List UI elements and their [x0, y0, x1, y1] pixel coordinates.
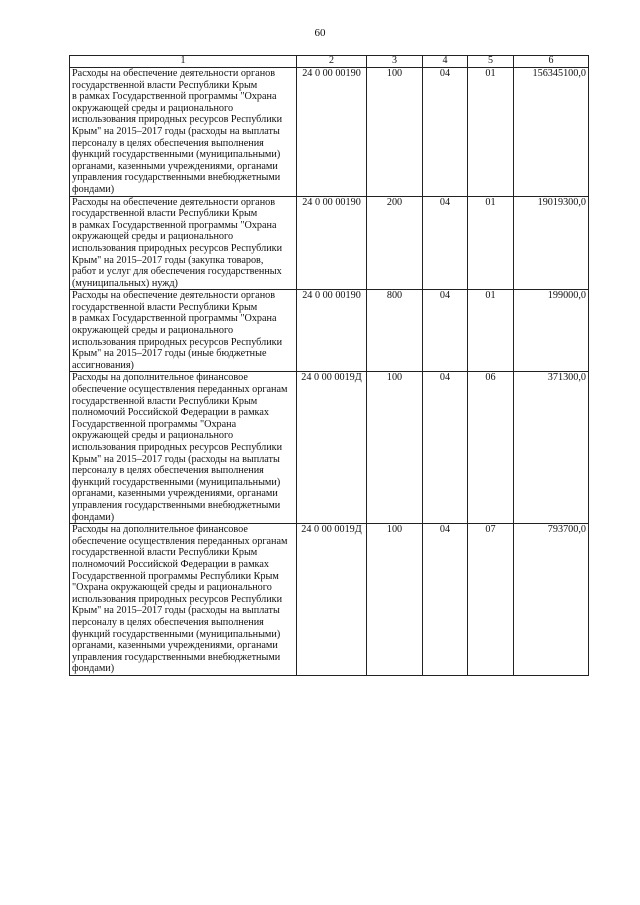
header-cell: 6 [514, 56, 589, 68]
expense-description: Расходы на дополнительное финансовое обеспечение осуществления переданных органам государственной власти Республики Крым полномочий Российской Федерации в рамках Государственной программы Республики Крым "Охрана окружающей среды и рационального использования природных ресурсов Республики Крым" на 2015–2017 годы (расходы на выплаты персоналу в целях обеспечения выполнения функций государственными (муниципальными) органами, казенными учреждениями, органами управления государственными внебюджетными фондами) [70, 524, 297, 676]
section-code: 04 [423, 524, 468, 676]
table-row [70, 68, 589, 197]
amount: 156345100,0 [514, 68, 589, 197]
subsection-code: 01 [468, 290, 514, 372]
expense-type-code: 100 [367, 524, 423, 676]
expense-type-code: 100 [367, 372, 423, 524]
budget-table [69, 55, 589, 676]
section-code: 04 [423, 290, 468, 372]
table-row [70, 372, 589, 524]
subsection-code: 06 [468, 372, 514, 524]
header-cell: 3 [367, 56, 423, 68]
header-row [70, 56, 589, 68]
amount: 793700,0 [514, 524, 589, 676]
expense-description: Расходы на дополнительное финансовое обеспечение осуществления переданных органам государственной власти Республики Крым полномочий Российской Федерации в рамках Государственной программы "Охрана окружающей среды и рационального использования природных ресурсов Республики Крым" на 2015–2017 годы (расходы на выплаты персоналу в целях обеспечения выполнения функций государственными (муниципальными) органами, казенными учреждениями, органами управления государственными внебюджетными фондами) [70, 372, 297, 524]
expense-type-code: 200 [367, 196, 423, 290]
table-row [70, 196, 589, 290]
amount: 199000,0 [514, 290, 589, 372]
header-cell: 1 [70, 56, 297, 68]
subsection-code: 01 [468, 196, 514, 290]
target-article-code: 24 0 00 00190 [297, 290, 367, 372]
target-article-code: 24 0 00 0019Д [297, 524, 367, 676]
header-cell: 2 [297, 56, 367, 68]
target-article-code: 24 0 00 0019Д [297, 372, 367, 524]
header-cell: 4 [423, 56, 468, 68]
header-cell: 5 [468, 56, 514, 68]
subsection-code: 01 [468, 68, 514, 197]
section-code: 04 [423, 372, 468, 524]
table-row [70, 290, 589, 372]
subsection-code: 07 [468, 524, 514, 676]
expense-description: Расходы на обеспечение деятельности органов государственной власти Республики Крым в рамках Государственной программы "Охрана окружающей среды и рационального использования природных ресурсов Республики Крым" на 2015–2017 годы (расходы на выплаты персоналу в целях обеспечения выполнения функций государственными (муниципальными) органами, казенными учреждениями, органами управления государственными внебюджетными фондами) [70, 68, 297, 197]
expense-type-code: 800 [367, 290, 423, 372]
amount: 19019300,0 [514, 196, 589, 290]
expense-type-code: 100 [367, 68, 423, 197]
page-number: 60 [314, 27, 326, 39]
target-article-code: 24 0 00 00190 [297, 196, 367, 290]
section-code: 04 [423, 68, 468, 197]
expense-description: Расходы на обеспечение деятельности органов государственной власти Республики Крым в рамках Государственной программы "Охрана окружающей среды и рационального использования природных ресурсов Республики Крым" на 2015–2017 годы (иные бюджетные ассигнования) [70, 290, 297, 372]
table-row [70, 524, 589, 676]
expense-description: Расходы на обеспечение деятельности органов государственной власти Республики Крым в рамках Государственной программы "Охрана окружающей среды и рационального использования природных ресурсов Республики Крым" на 2015–2017 годы (закупка товаров, работ и услуг для обеспечения государственных (муниципальных) нужд) [70, 196, 297, 290]
section-code: 04 [423, 196, 468, 290]
target-article-code: 24 0 00 00190 [297, 68, 367, 197]
amount: 371300,0 [514, 372, 589, 524]
